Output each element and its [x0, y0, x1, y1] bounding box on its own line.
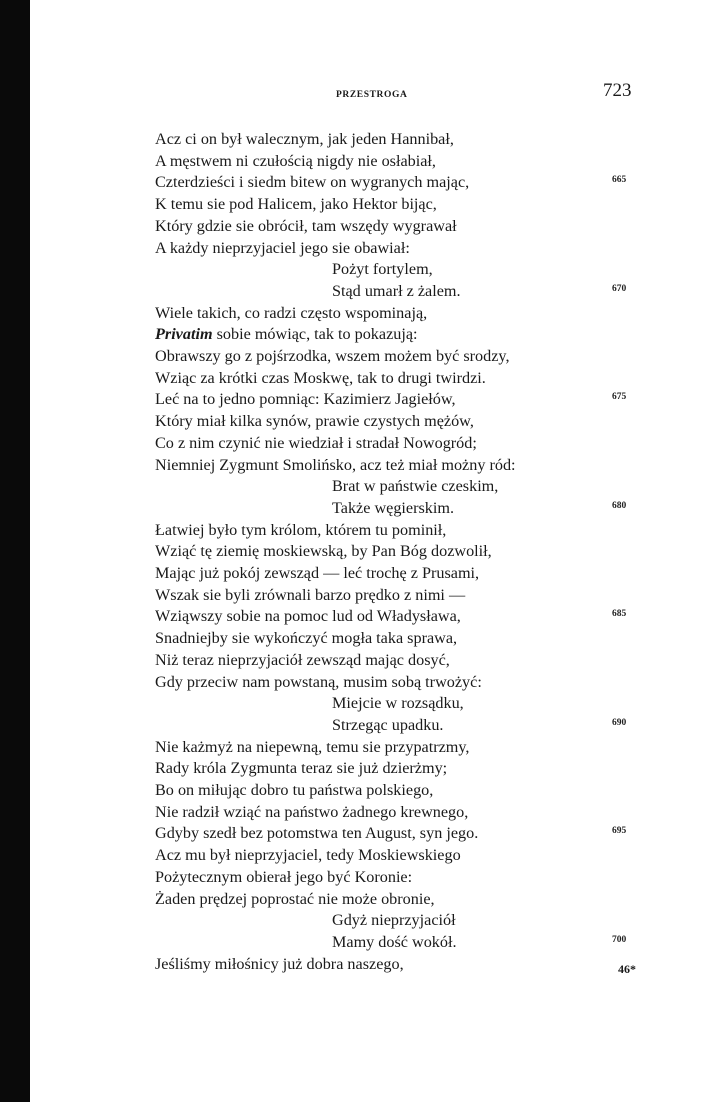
verse-text: Wszak sie byli zrównali barzo prędko z nimi —	[155, 585, 466, 604]
verse-line	[332, 692, 720, 714]
verse-line	[155, 562, 625, 584]
verse-line	[155, 237, 625, 259]
verse-line	[155, 323, 625, 345]
verse-text: Co z nim czynić nie wiedział i stradał Nowogród;	[155, 433, 477, 452]
verse-text: Wziąwszy sobie na pomoc lud od Władysława,	[155, 607, 461, 626]
line-number: 685	[612, 609, 627, 620]
verse-line	[155, 844, 625, 866]
verse-text: Leć na to jedno pomniąc: Kazimierz Jagiełów,	[155, 390, 456, 409]
verse-line	[155, 627, 625, 649]
verse-line	[155, 410, 625, 432]
line-number: 670	[612, 283, 627, 294]
verse-text: Mając już pokój zewsząd — leć trochę z Prusami,	[155, 564, 480, 582]
verse-text: Niż teraz nieprzyjaciół zewsząd mając dosyć,	[155, 650, 450, 669]
verse-line	[155, 388, 625, 410]
verse-line	[155, 193, 625, 215]
verse-text: Mamy dość wokół.	[332, 932, 457, 951]
line-number: 665	[612, 175, 627, 186]
page-number: 723	[603, 80, 632, 101]
verse-line	[155, 150, 625, 172]
verse-line	[155, 649, 625, 671]
verse-text: A męstwem ni czułością nigdy nie osłabiał,	[155, 151, 436, 170]
verse-text: Stąd umarł z żalem.	[332, 281, 461, 300]
verse-line	[155, 171, 625, 193]
verse-line	[155, 888, 625, 910]
verse-text: Nie każmyż na niepewną, temu sie przypatrzmy,	[155, 737, 470, 756]
verse-text: Pożytecznym obierał jego być Koronie:	[155, 867, 413, 886]
verse-text: Brat w państwie czeskim,	[332, 477, 499, 496]
verse-line	[155, 801, 625, 823]
verse-text: Bo on miłując dobro tu państwa polskiego,	[155, 781, 434, 799]
verse-text: A każdy nieprzyjaciel jego sie obawiał:	[155, 238, 410, 257]
verse-text: sobie mówiąc, tak to pokazują:	[212, 325, 418, 344]
running-head: PRZESTROGA	[336, 90, 408, 100]
verse-line	[155, 736, 625, 758]
verse-line	[155, 584, 625, 606]
verse-line	[332, 497, 720, 519]
verse-text: Miejcie w rozsądku,	[332, 694, 464, 713]
verse-line	[155, 953, 625, 975]
verse-text: Nie radził wziąć na państwo żadnego krewnego,	[155, 802, 469, 821]
verse-text: Łatwiej było tym królom, którem tu pominił,	[155, 520, 447, 539]
line-number: 680	[612, 500, 627, 511]
verse-text: Który miał kilka synów, prawie czystych mężów,	[155, 412, 474, 431]
verse-text: Gdyby szedł bez potomstwa ten August, syn jego.	[155, 824, 479, 843]
verse-text: Czterdzieści i siedm bitew on wygranych mając,	[155, 173, 470, 192]
verse-text: Który gdzie sie obrócił, tam wszędy wygrawał	[155, 216, 457, 235]
line-number: 690	[612, 717, 627, 728]
verse-text: Obrawszy go z pojśrzodka, wszem możem być srodzy,	[155, 347, 510, 365]
verse-line	[155, 540, 625, 562]
verse-line	[332, 280, 720, 302]
verse-text: Niemniej Zygmunt Smolińsko, acz też miał możny ród:	[155, 455, 516, 474]
verse-line	[155, 432, 625, 454]
verse-text: K temu sie pod Halicem, jako Hektor bijąc,	[155, 195, 437, 214]
verse-text: Także węgierskim.	[332, 498, 455, 517]
verse-line	[155, 345, 625, 367]
verse-text: Gdy przeciw nam powstaną, musim sobą trwożyć:	[155, 672, 482, 691]
verse-line	[155, 866, 625, 888]
verse-text: Rady króla Zygmunta teraz sie już dzierżmy;	[155, 759, 448, 778]
verse-line	[155, 671, 625, 693]
verse-text: Żaden prędzej poprostać nie może obronie,	[155, 889, 435, 908]
verse-line	[332, 931, 720, 953]
verse-line	[155, 302, 625, 324]
verse-line	[332, 714, 720, 736]
line-number: 695	[612, 826, 627, 837]
verse-text: Acz ci on był walecznym, jak jeden Hannibał,	[155, 130, 454, 148]
verse-line	[155, 215, 625, 237]
verse-line	[155, 519, 625, 541]
verse-line	[155, 757, 625, 779]
verse-text: Wziąć tę ziemię moskiewską, by Pan Bóg dozwolił,	[155, 542, 492, 561]
verse-line	[332, 258, 720, 280]
line-number: 700	[612, 934, 627, 945]
page-edge-shadow	[0, 0, 30, 1102]
verse-line	[155, 454, 625, 476]
verse-line	[332, 475, 720, 497]
verse-text: Wiele takich, co radzi często wspominają,	[155, 303, 428, 322]
verse-line	[155, 128, 625, 150]
verse-text: Gdyż nieprzyjaciół	[332, 911, 456, 930]
verse-text: Snadniejby sie wykończyć mogła taka sprawa,	[155, 629, 458, 648]
latin-word: Privatim	[155, 325, 213, 344]
line-number: 675	[612, 392, 627, 403]
verse-line	[155, 605, 625, 627]
verse-text: Acz mu był nieprzyjaciel, tedy Moskiewskiego	[155, 846, 461, 865]
signature-mark: 46*	[618, 962, 636, 976]
verse-line	[155, 367, 625, 389]
verse-text: Jeśliśmy miłośnicy już dobra naszego,	[155, 954, 404, 973]
verse-text: Wziąc za krótki czas Moskwę, tak to drugi twirdzi.	[155, 368, 486, 387]
verse-line	[155, 779, 625, 801]
verse-line	[332, 909, 720, 931]
verse-text: Pożyt fortylem,	[332, 260, 433, 279]
verse-text: Strzegąc upadku.	[332, 715, 444, 734]
verse-line	[155, 822, 625, 844]
